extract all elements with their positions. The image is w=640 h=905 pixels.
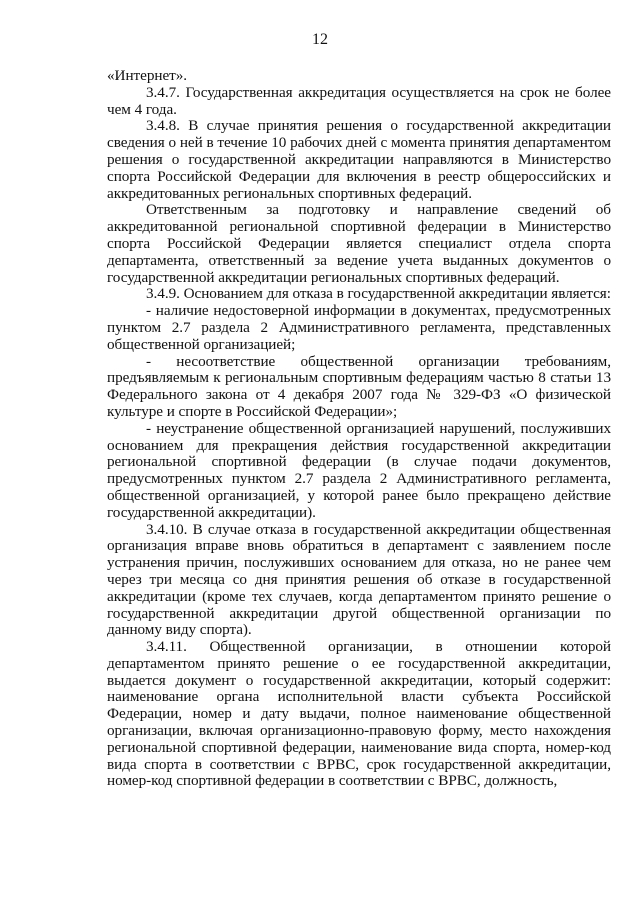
- paragraph-3-4-10: 3.4.10. В случае отказа в государственной аккредитации общественная организация вправе вновь обратиться в департамент с заявлением после устранения причин, послуживших основанием для отказа, но не ранее чем через три месяца со дня принятия решения об отказе в государственной аккредитации (кроме тех случаев, когда департаментом принято решение о государственной аккредитации другой общественной организации по данному виду спорта).: [107, 520, 611, 639]
- document-body: [107, 68, 611, 790]
- paragraph-continuation: «Интернет».: [107, 67, 188, 84]
- list-item-violations: - неустранение общественной организацией нарушений, послуживших основанием для прекращения действия государственной аккредитации региональной спортивной федерации (в случае подачи документов, предусмотренных пунктом 2.7 раздела 2 Административного регламента, общественной организацией, у которой ранее было прекращено действие государственной аккредитации).: [107, 419, 611, 521]
- paragraph-responsible: Ответственным за подготовку и направление сведений об аккредитованной региональной спортивной федерации в Министерство спорта Российской Федерации является специалист отдела спорта департамента, ответственный за ведение учета выданных документов о государственной аккредитации региональных спортивных федераций.: [107, 201, 611, 286]
- page-number: 12: [312, 31, 328, 48]
- paragraph-3-4-7: 3.4.7. Государственная аккредитация осуществляется на срок не более чем 4 года.: [107, 83, 611, 118]
- list-item-unreliable-info: - наличие недостоверной информации в документах, предусмотренных пунктом 2.7 раздела 2 Административного регламента, представленных общественной организацией;: [107, 302, 611, 353]
- list-item-noncompliance: - несоответствие общественной организации требованиям, предъявляемым к региональным спортивным федерациям частью 8 статьи 13 Федерального закона от 4 декабря 2007 года № 329-ФЗ «О физической культуре и спорте в Российской Федерации»;: [107, 352, 611, 420]
- paragraph-3-4-9: 3.4.9. Основанием для отказа в государственной аккредитации является:: [146, 285, 611, 303]
- paragraph-3-4-8: 3.4.8. В случае принятия решения о государственной аккредитации сведения о ней в течение 10 рабочих дней с момента принятия департаментом решения о государственной аккредитации направляются в Министерство спорта Российской Федерации для включения в реестр общероссийских и аккредитованных региональных спортивных федераций.: [107, 117, 611, 202]
- paragraph-3-4-11: 3.4.11. Общественной организации, в отношении которой департаментом принято решение о ее государственной аккредитации, выдается документ о государственной аккредитации, который содержит: наименование органа исполнительной власти субъекта Российской Федерации, номер и дату выдачи, полное наименование общественной организации, включая организационно-правовую форму, место нахождения региональной спортивной федерации, наименование вида спорта, номер-код вида спорта в соответствии с ВРВС, срок государственной аккредитации, номер-код спортивной федерации в соответствии с ВРВС, должность,: [107, 638, 611, 790]
